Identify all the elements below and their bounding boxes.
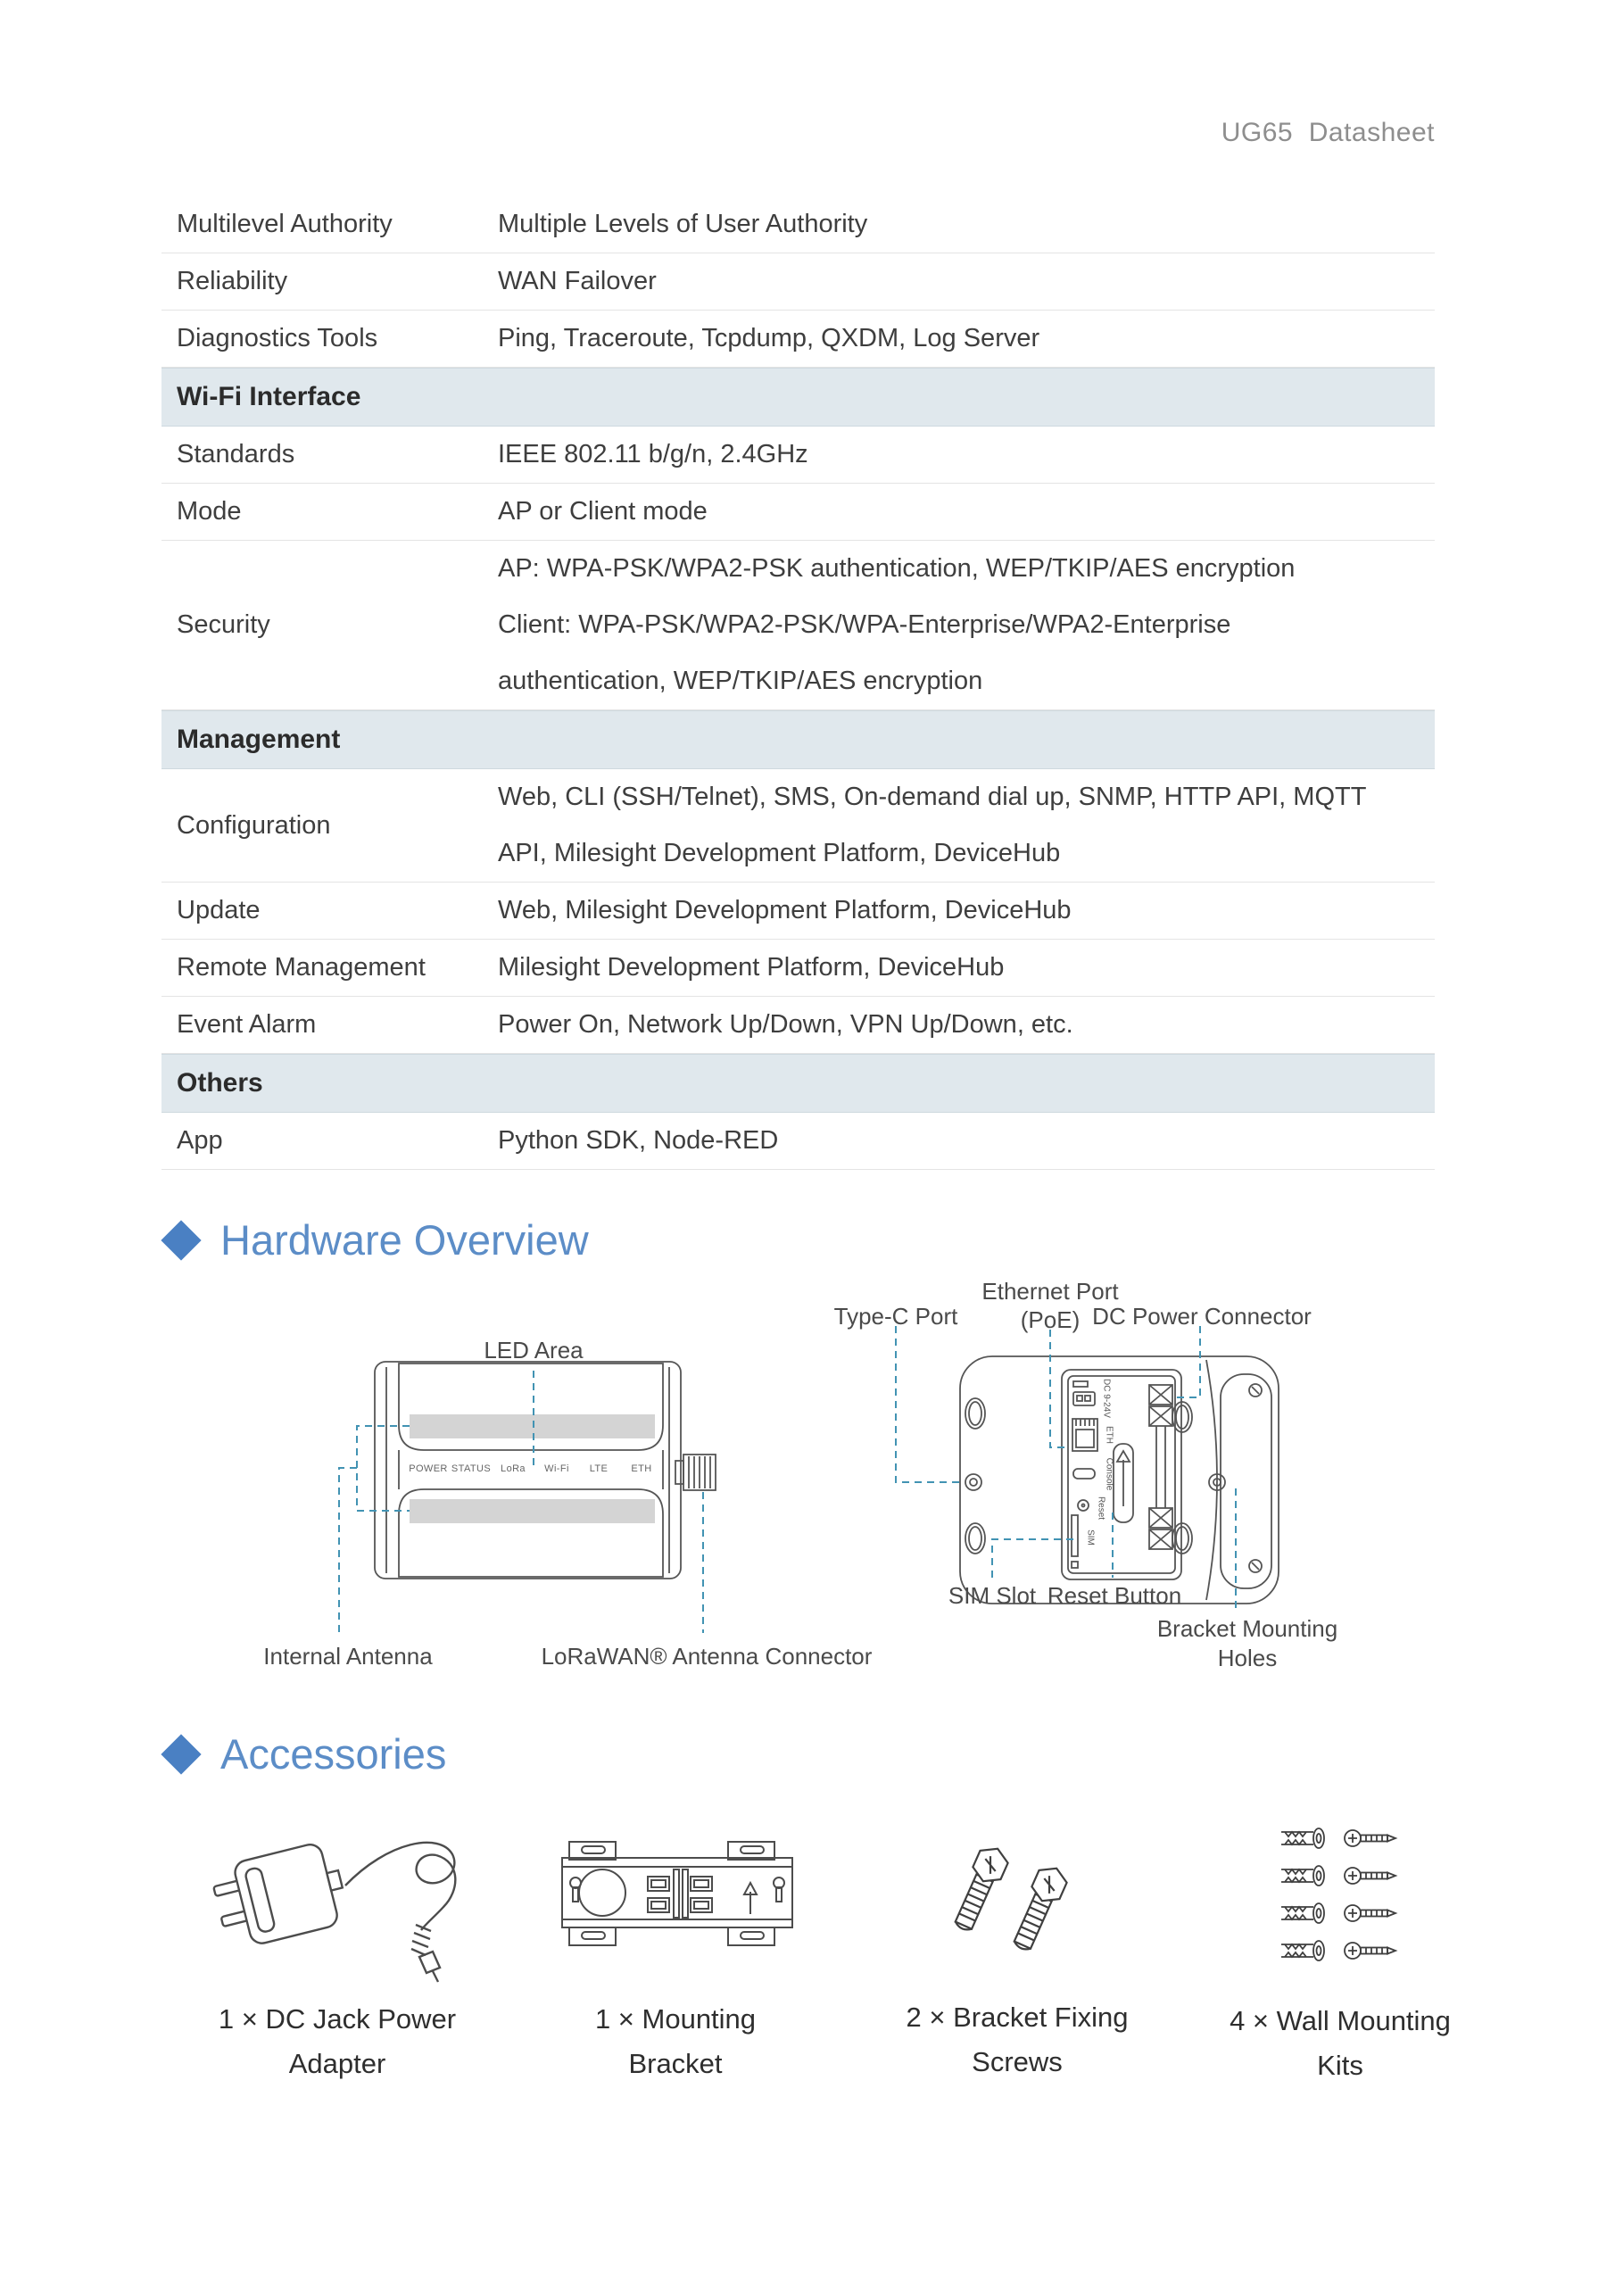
row-label: Update: [177, 896, 261, 924]
ethernet-poe-label: (PoE): [1020, 1306, 1081, 1333]
row-label: Mode: [177, 497, 242, 526]
row-value: AP or Client mode: [498, 497, 708, 526]
row-value: Milesight Development Platform, DeviceHub: [498, 953, 1005, 982]
accessory-caption: [595, 1997, 756, 2086]
internal-antenna-strip-top: [410, 1414, 655, 1438]
section-header-management: Management: [161, 710, 1435, 769]
table-row: [161, 997, 1435, 1054]
row-value: Python SDK, Node-RED: [498, 1126, 779, 1155]
port-label-eth: ETH: [1104, 1426, 1114, 1444]
bracket-holes-label: Holes: [1217, 1645, 1278, 1671]
power-adapter-image: [210, 1807, 486, 1985]
heading-text: Accessories: [220, 1730, 447, 1778]
row-value-line: Client: WPA-PSK/WPA2-PSK/WPA-Enterprise/WPA2-Enterprise: [498, 610, 1231, 639]
port-label-dc: DC 9-24V: [1101, 1379, 1112, 1418]
row-value: IEEE 802.11 b/g/n, 2.4GHz: [498, 440, 808, 468]
hardware-diagram: [0, 1267, 1623, 1695]
row-label: Multilevel Authority: [177, 210, 393, 238]
row-value: WAN Failover: [498, 267, 657, 295]
rear-device-drawing: [960, 1356, 1279, 1604]
page-header-title: UG65 Datasheet: [1221, 118, 1435, 147]
bracket-screws-image: [944, 1831, 1105, 1960]
row-label: Remote Management: [177, 953, 426, 982]
hardware-overview-heading: [161, 1215, 589, 1264]
led-wifi-label: Wi-Fi: [544, 1463, 569, 1474]
caption-line: Kits: [1317, 2050, 1363, 2081]
internal-antenna-strip-bottom: [410, 1499, 655, 1523]
table-row: [161, 1113, 1435, 1170]
port-label-console: Console: [1104, 1457, 1114, 1491]
diamond-icon: [161, 1220, 201, 1260]
caption-line: 1 × Mounting: [594, 2003, 757, 2035]
table-row: [161, 427, 1435, 484]
led-area-label: LED Area: [484, 1337, 584, 1364]
table-row: [161, 253, 1435, 311]
led-eth-label: ETH: [631, 1463, 652, 1474]
led-status-label: STATUS: [451, 1463, 492, 1474]
led-lte-label: LTE: [589, 1463, 609, 1474]
table-row: [161, 940, 1435, 997]
reset-button-label: Reset Button: [1047, 1582, 1182, 1609]
row-value: Ping, Traceroute, Tcpdump, QXDM, Log Server: [498, 324, 1040, 352]
row-value-line: Web, CLI (SSH/Telnet), SMS, On-demand dial up, SNMP, HTTP API, MQTT: [498, 783, 1367, 811]
caption-line: Screws: [972, 2046, 1063, 2077]
row-value-line: AP: WPA-PSK/WPA2-PSK authentication, WEP/TKIP/AES encryption: [498, 554, 1296, 583]
row-label: Security: [177, 610, 270, 639]
row-value: Multiple Levels of User Authority: [498, 210, 868, 238]
row-label: Reliability: [177, 267, 288, 295]
row-label: App: [177, 1126, 223, 1155]
table-row: [161, 769, 1435, 883]
spec-table: [161, 196, 1435, 1170]
led-lora-label: LoRa: [501, 1463, 526, 1474]
caption-line: 1 × DC Jack Power: [218, 2003, 457, 2035]
table-row: [161, 311, 1435, 368]
mounting-bracket-image: [560, 1829, 794, 1959]
row-label: Diagnostics Tools: [177, 324, 378, 352]
row-value: Web, Milesight Development Platform, DeviceHub: [498, 896, 1072, 924]
led-power-label: POWER: [409, 1463, 448, 1474]
table-row: [161, 196, 1435, 253]
row-value-line: authentication, WEP/TKIP/AES encryption: [498, 667, 983, 695]
table-row: [161, 484, 1435, 541]
section-header-wifi: Wi-Fi Interface: [161, 368, 1435, 427]
row-label: Event Alarm: [177, 1010, 317, 1039]
internal-antenna-label: Internal Antenna: [263, 1643, 433, 1670]
table-row: [161, 883, 1435, 940]
caption-line: Adapter: [288, 2048, 386, 2079]
accessory-caption: [1230, 1999, 1451, 2088]
caption-line: 2 × Bracket Fixing: [906, 2002, 1129, 2033]
hardware-figure: [0, 1267, 1623, 1695]
caption-line: Bracket: [628, 2048, 723, 2079]
row-label: Configuration: [177, 810, 331, 840]
accessory-caption: [219, 1997, 456, 2086]
row-value: Power On, Network Up/Down, VPN Up/Down, etc.: [498, 1010, 1073, 1039]
row-label: Standards: [177, 440, 295, 468]
wall-mounting-kits-image: [1274, 1819, 1417, 1975]
port-label-sim: SIM: [1085, 1529, 1096, 1546]
ethernet-port-label: Ethernet Port: [981, 1278, 1119, 1305]
accessories-heading: [161, 1729, 446, 1778]
table-row: [161, 541, 1435, 710]
lorawan-antenna-connector-label: LoRaWAN® Antenna Connector: [541, 1643, 873, 1670]
caption-line: 4 × Wall Mounting: [1230, 2005, 1451, 2036]
row-value-line: API, Milesight Development Platform, DeviceHub: [498, 839, 1061, 867]
bracket-mounting-label: Bracket Mounting: [1156, 1615, 1338, 1642]
heading-text: Hardware Overview: [220, 1216, 589, 1264]
type-c-port-label: Type-C Port: [833, 1303, 958, 1330]
port-label-reset: Reset: [1096, 1496, 1106, 1521]
rear-annotation-lines: [896, 1326, 1236, 1611]
accessory-caption: [907, 1995, 1129, 2085]
section-header-others: Others: [161, 1054, 1435, 1113]
sim-slot-label: SIM Slot: [948, 1582, 1037, 1609]
diamond-icon: [161, 1734, 201, 1774]
dc-power-connector-label: DC Power Connector: [1092, 1303, 1312, 1330]
